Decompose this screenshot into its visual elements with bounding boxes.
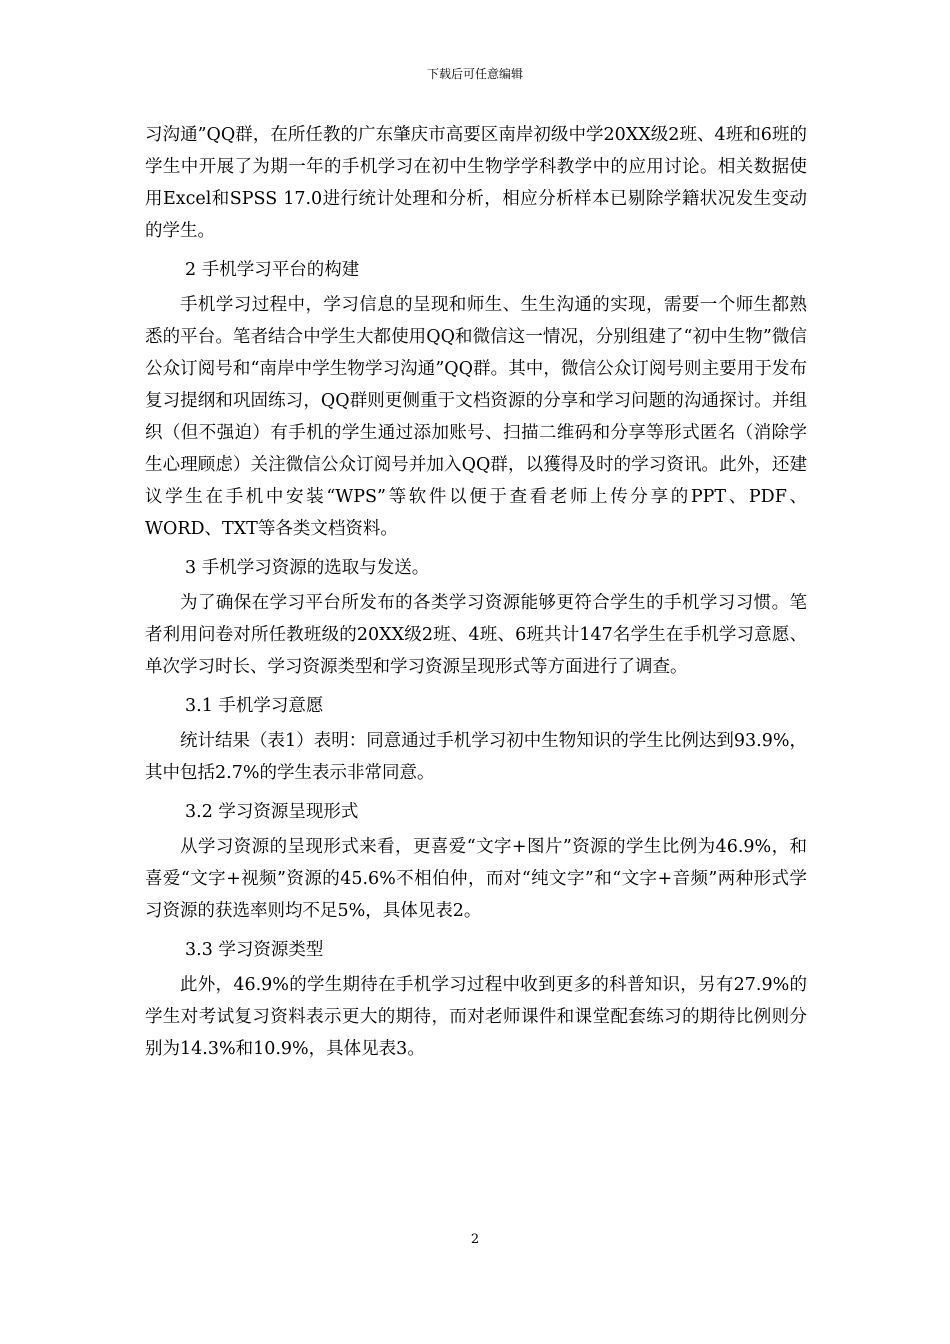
paragraph: 手机学习过程中，学习信息的呈现和师生、生生沟通的实现，需要一个师生都熟悉的平台。笔者结合中学生大都使用QQ和微信这一情况，分别组建了“初中生物”微信公众订阅号和“南岸中学生物学习沟通”QQ群。其中，微信公众订阅号则主要用于发布复习提纲和巩固练习，QQ群则更侧重于文档资源的分享和学习问题的沟通探讨。并组织（但不强迫）有手机的学生通过添加账号、扫描二维码和分享等形式匿名（消除学生心理顾虑）关注微信公众订阅号并加入QQ群，以獲得及时的学习资讯。此外，还建议学生在手机中安装“WPS”等软件以便于查看老师上传分享的PPT、PDF、WORD、TXT等各类文档资料。 (145, 295, 807, 539)
paragraph-continuation: 习沟通”QQ群，在所任教的广东肇庆市高要区南岸初级中学20XX级2班、4班和6班的学生中开展了为期一年的手机学习在初中生物学学科教学中的应用讨论。相关数据使用Excel和SPSS 17.0进行统计处理和分析，相应分析样本已剔除学籍状况发生变动的学生。 (145, 125, 807, 241)
section-heading-3-3: 3.3 学习资源类型 (185, 940, 324, 960)
document-body (145, 119, 807, 1065)
page-number: 2 (470, 1232, 480, 1247)
paragraph: 从学习资源的呈现形式来看，更喜爱“文字+图片”资源的学生比例为46.9%，和喜爱“文字+视频”资源的45.6%不相伯仲，而对“纯文字”和“文字+音频”两种形式学习资源的获选率则均不足5%，具体见表2。 (145, 837, 807, 921)
section-heading-3: 3 手机学习资源的选取与发送。 (185, 558, 430, 578)
paragraph: 统计结果（表1）表明：同意通过手机学习初中生物知识的学生比例达到93.9%，其中包括2.7%的学生表示非常同意。 (145, 731, 807, 783)
section-heading-3-2: 3.2 学习资源呈现形式 (185, 802, 359, 822)
paragraph: 为了确保在学习平台所发布的各类学习资源能够更符合学生的手机学习习惯。笔者利用问卷对所任教班级的20XX级2班、4班、6班共计147名学生在手机学习意愿、单次学习时长、学习资源类型和学习资源呈现形式等方面进行了调查。 (145, 593, 807, 677)
paragraph: 此外，46.9%的学生期待在手机学习过程中收到更多的科普知识，另有27.9%的学生对考试复习资料表示更大的期待，而对老师课件和课堂配套练习的期待比例则分别为14.3%和10.9%，具体见表3。 (145, 975, 807, 1059)
page-header: 下载后可任意编辑 (426, 67, 523, 81)
section-heading-3-1: 3.1 手机学习意愿 (185, 696, 324, 716)
section-heading-2: 2 手机学习平台的构建 (185, 260, 360, 280)
